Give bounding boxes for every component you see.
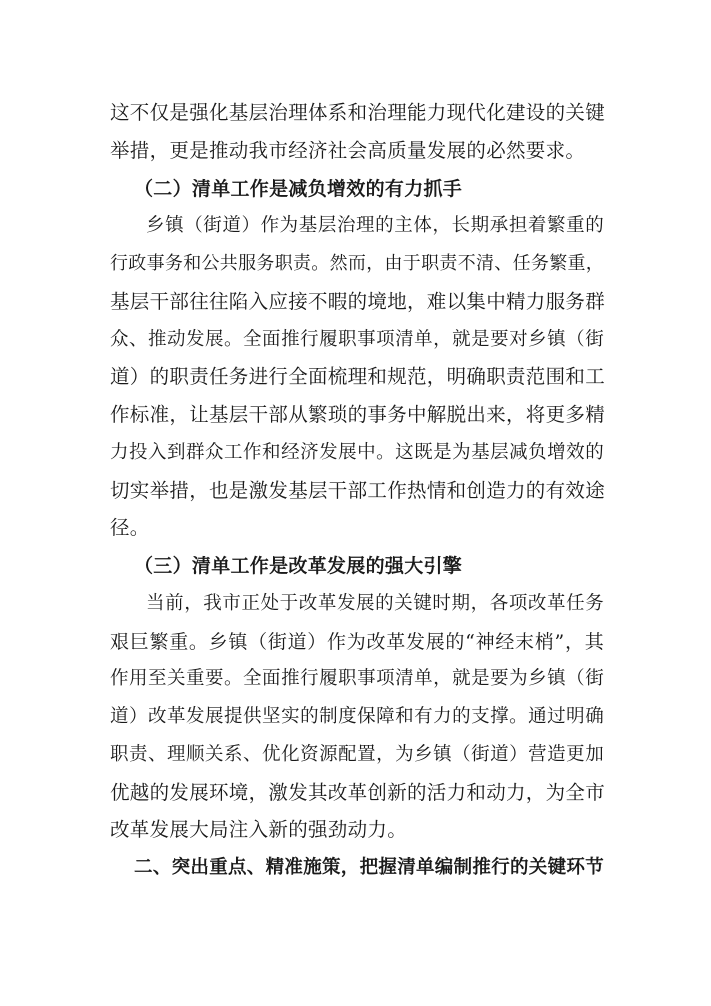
paragraph-line: 当前，我市正处于改革发展的关键时期，各项改革任务: [146, 593, 604, 614]
paragraph-line: 作标准，让基层干部从繁琐的事务中解脱出来，将更多精: [110, 403, 606, 426]
section-subheading: （三）清单工作是改革发展的强大引擎: [134, 555, 463, 577]
section-subheading: （二）清单工作是减负增效的有力抓手: [134, 178, 463, 200]
paragraph-line: 这不仅是强化基层治理体系和治理能力现代化建设的关键: [110, 101, 606, 124]
paragraph-line: 径。: [110, 516, 150, 539]
paragraph-line: 道）的职责任务进行全面梳理和规范，明确职责范围和工: [110, 365, 606, 388]
paragraph-line: 道）改革发展提供坚实的制度保障和有力的支撑。通过明确: [110, 706, 604, 727]
paragraph-line: 众、推动发展。全面推行履职事项清单，就是要对乡镇（街: [110, 329, 604, 350]
paragraph-line: 力投入到群众工作和经济发展中。这既是为基层减负增效的: [110, 442, 604, 463]
paragraph-line: 作用至关重要。全面推行履职事项清单，就是要为乡镇（街: [110, 668, 604, 689]
paragraph-line: 艰巨繁重。乡镇（街道）作为改革发展的“神经末梢”，其: [110, 631, 604, 653]
paragraph-line: 切实举措，也是激发基层干部工作热情和创造力的有效途: [110, 479, 606, 502]
paragraph-line: 职责、理顺关系、优化资源配置，为乡镇（街道）营造更加: [110, 744, 604, 765]
paragraph-line: 优越的发展环境，激发其改革创新的活力和动力，为全市: [110, 781, 606, 804]
paragraph-line: 基层干部往往陷入应接不暇的境地，难以集中精力服务群: [110, 290, 606, 313]
paragraph-line: 行政事务和公共服务职责。然而，由于职责不清、任务繁重，: [110, 253, 605, 274]
paragraph-line: 乡镇（街道）作为基层治理的主体，长期承担着繁重的: [146, 215, 604, 236]
paragraph-line: 举措，更是推动我市经济社会高质量发展的必然要求。: [110, 139, 586, 162]
paragraph-line: 改革发展大局注入新的强劲动力。: [110, 818, 408, 841]
section-heading: 二、突出重点、精准施策，把握清单编制推行的关键环节: [134, 857, 605, 878]
